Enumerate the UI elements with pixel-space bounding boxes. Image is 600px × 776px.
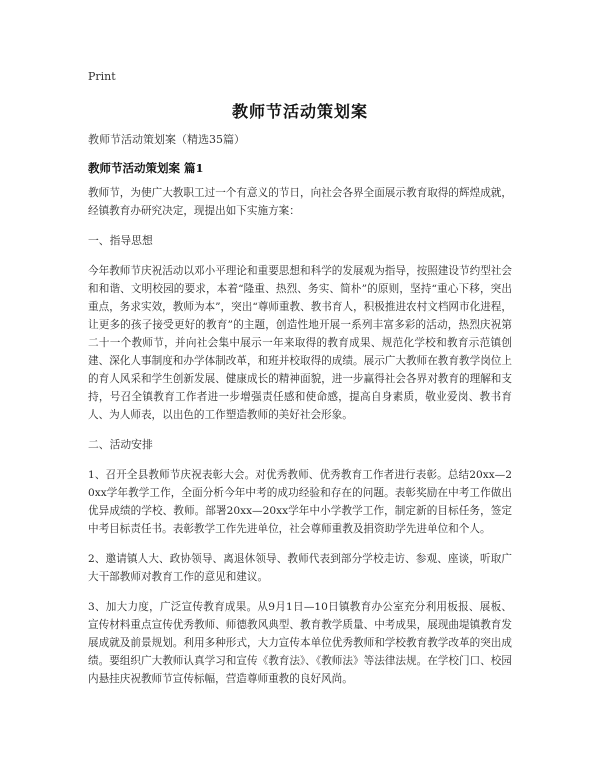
document-body: [88, 130, 512, 700]
activity-item-2: 2、邀请镇人大、政协领导、离退休领导、教师代表到部分学校走访、参观、座谈，听取广大干部教师对教育工作的意见和建议。: [88, 553, 512, 583]
document-title: 教师节活动策划案: [231, 102, 368, 121]
print-link[interactable]: Print: [88, 70, 116, 83]
heading-activity-arrangement: 二、活动安排: [88, 438, 153, 451]
document-subtitle: 教师节活动策划案（精选35篇）: [88, 133, 245, 146]
heading-guiding-ideology: 一、指导思想: [88, 234, 153, 247]
activity-item-1: 1、召开全县教师节庆祝表彰大会。对优秀教师、优秀教育工作者进行表彰。总结20xx—20xx学年教学工作，全面分析今年中考的成功经验和存在的问题。表彰奖励在中考工作做出优异成绩的学校、教师。部署20xx—20xx学年中小学教学工作，制定新的目标任务，签定中考目标责任书。表彰教学工作先进单位，社会尊师重教及捐资助学先进单位和个人。: [88, 469, 512, 535]
activity-item-3: 3、加大力度，广泛宣传教育成果。从9月1日—10日镇教育办公室充分利用板报、展板、宣传材料重点宣传优秀教师、师德教风典型、教育教学质量、中考成果，展现曲堤镇教育发展成就及前景规划。利用多种形式，大力宣传本单位优秀教师和学校教育教学改革的突出成绩。要组织广大教师认真学习和宣传《教育法》、《教师法》等法律法规。在学校门口、校园内悬挂庆祝教师节宣传标幅，营造尊师重教的良好风尚。: [88, 601, 512, 685]
guiding-ideology-paragraph: 今年教师节庆祝活动以邓小平理论和重要思想和科学的发展观为指导，按照建设节约型社会和和谐、文明校园的要求，本着“隆重、热烈、务实、简朴”的原则，坚持“重心下移，突出重点，务求实效，教师为本”，突出“尊师重教、教书育人，积极推进农村文档网市化进程，让更多的孩子接受更好的教育”的主题，创造性地开展一系列丰富多彩的活动，热烈庆祝第二十一个教师节，并向社会集中展示一年来取得的教育成果、规范化学校和教育示范镇创建、深化人事制度和办学体制改革，和班并校取得的成绩。展示广大教师在教育教学岗位上的育人风采和学生创新发展、健康成长的精神面貌，进一步赢得社会各界对教育的理解和支持，号召全镇教育工作者进一步增强责任感和使命感，提高自身素质，敬业爱岗、教书育人、为人师表，以出色的工作塑造教师的美好社会形象。: [88, 265, 512, 421]
section-heading: 教师节活动策划案 篇1: [88, 161, 204, 175]
intro-paragraph: 教师节，为使广大教职工过一个有意义的节日，向社会各界全面展示教育取得的辉煌成就，经镇教育办研究决定，现提出如下实施方案：: [88, 187, 512, 217]
